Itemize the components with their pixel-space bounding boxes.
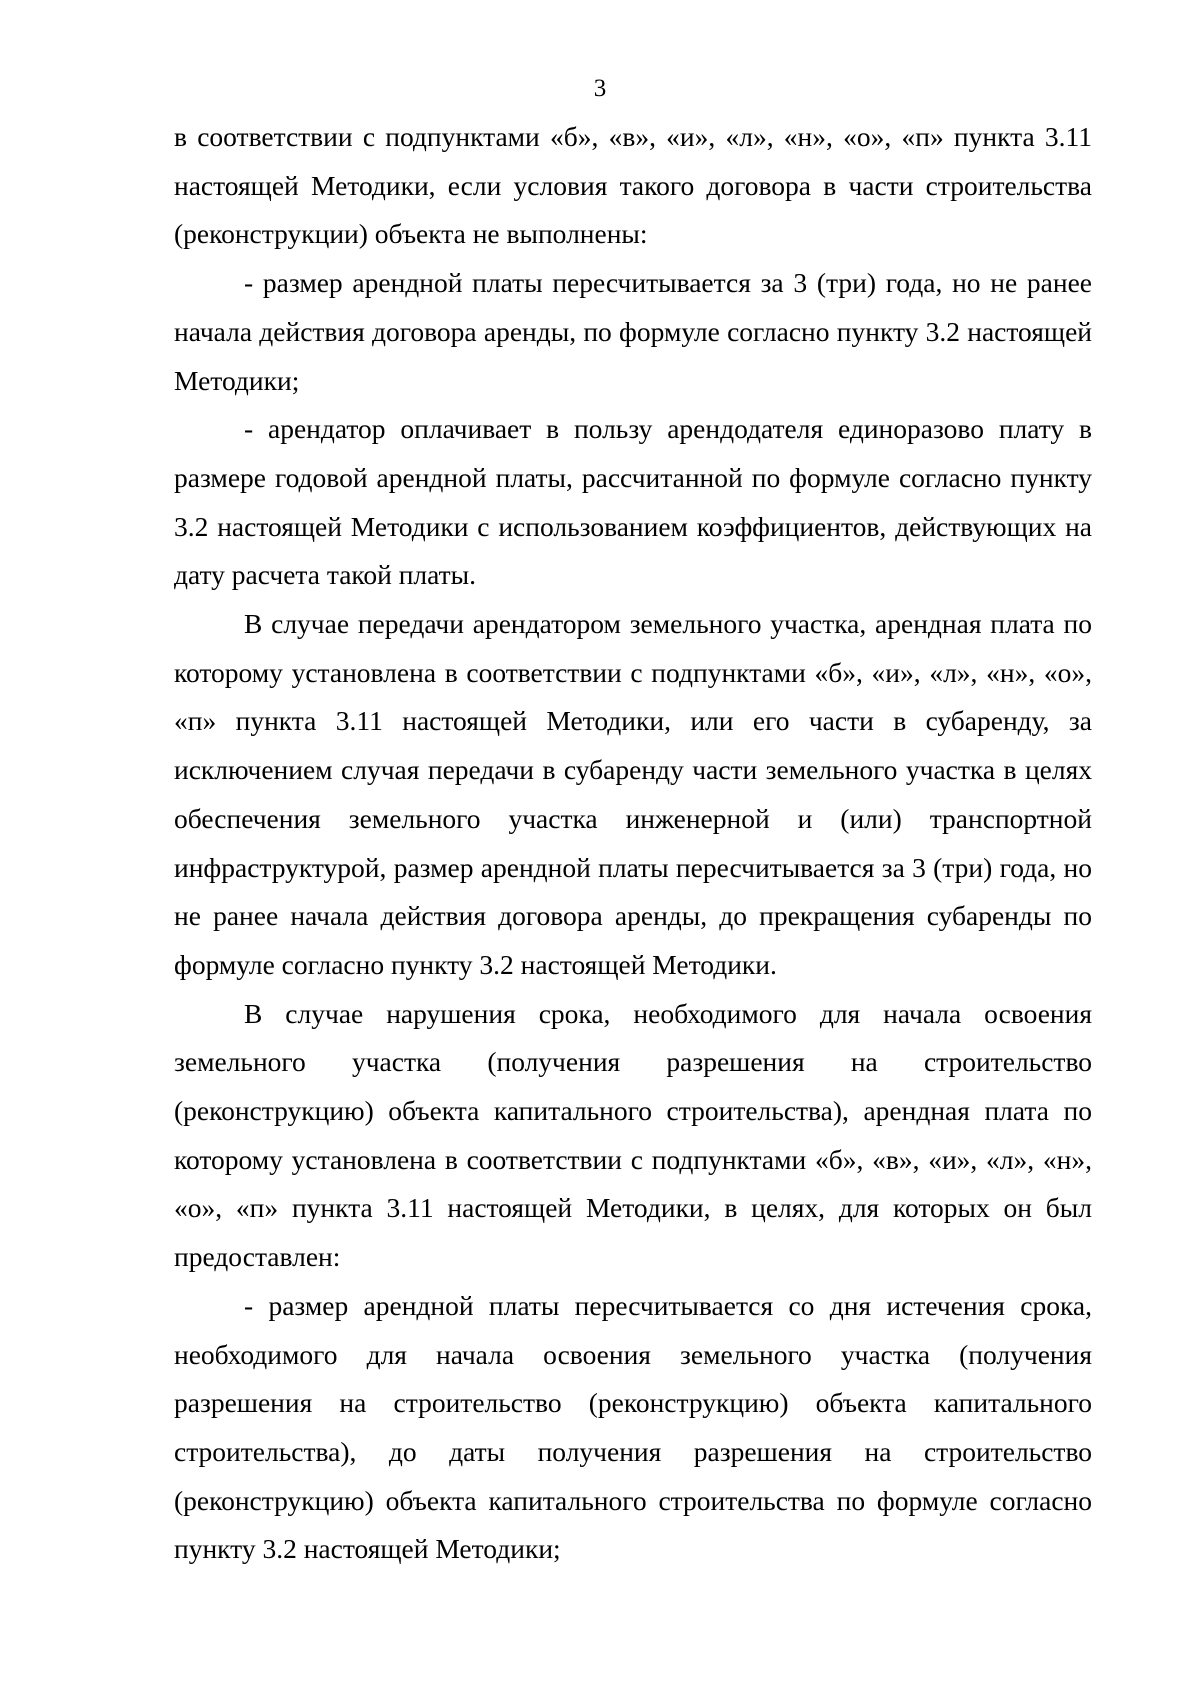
paragraph-3: - арендатор оплачивает в пользу арендодателя единоразово плату в размере годовой арендной платы, рассчитанной по формуле согласно пункту 3.2 настоящей Методики с использованием коэффициентов, действующих на дату расчета такой платы. xyxy=(174,413,1092,591)
paragraph-6: - размер арендной платы пересчитывается со дня истечения срока, необходимого для начала освоения земельного участка (получения разрешения на строительство (реконструкцию) объекта капитального строительства), до даты получения разрешения на строительство (реконструкцию) объекта капитального строительства по формуле согласно пункту 3.2 настоящей Методики; xyxy=(174,1289,1092,1565)
paragraph-1: в соответствии с подпунктами «б», «в», «и», «л», «н», «о», «п» пункта 3.11 настоящей Методики, если условия такого договора в части строительства (реконструкции) объекта не выполнены: xyxy=(174,121,1092,250)
paragraph-5: В случае нарушения срока, необходимого для начала освоения земельного участка (получения разрешения на строительство (реконструкцию) объекта капитального строительства), арендная плата по которому установлена в соответствии с подпунктами «б», «в», «и», «л», «н», «о», «п» пункта 3.11 настоящей Методики, в целях, для которых он был предоставлен: xyxy=(174,997,1092,1273)
paragraph-2: - размер арендной платы пересчитывается за 3 (три) года, но не ранее начала действия договора аренды, по формуле согласно пункту 3.2 настоящей Методики; xyxy=(174,267,1092,396)
page-number: 3 xyxy=(593,75,607,102)
paragraph-4: В случае передачи арендатором земельного участка, арендная плата по которому установлена в соответствии с подпунктами «б», «и», «л», «н», «о», «п» пункта 3.11 настоящей Методики, или его части в субаренду, за исключением случая передачи в субаренду части земельного участка в целях обеспечения земельного участка инженерной и (или) транспортной инфраструктурой, размер арендной платы пересчитывается за 3 (три) года, но не ранее начала действия договора аренды, до прекращения субаренды по формуле согласно пункту 3.2 настоящей Методики. xyxy=(174,608,1092,980)
document-body xyxy=(174,113,1092,1574)
